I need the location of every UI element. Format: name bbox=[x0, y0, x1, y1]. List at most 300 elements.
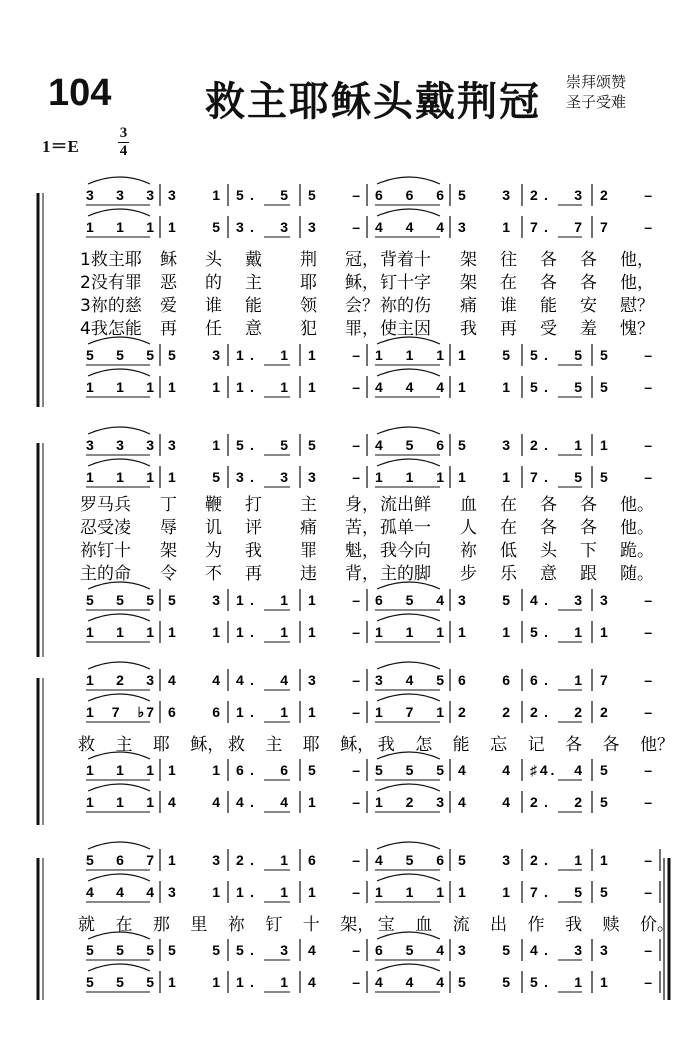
music-system-3 bbox=[0, 670, 700, 835]
measure-notes: 1 – bbox=[600, 852, 652, 868]
slur-mark bbox=[377, 874, 440, 881]
time-signature bbox=[118, 126, 129, 159]
measure-notes: 2. 1 bbox=[530, 852, 582, 868]
measure-notes: 1 – bbox=[308, 884, 360, 900]
lyric-syllable: 记 bbox=[527, 735, 545, 755]
lyric-syllable: 祢 bbox=[227, 915, 245, 935]
category-line-1: 崇拜颂赞 bbox=[566, 73, 627, 91]
measure-notes: 5. 5 bbox=[530, 347, 582, 363]
lyric-syllable: 痛 bbox=[300, 518, 317, 538]
measure-notes: 1 1 1 bbox=[375, 469, 444, 485]
lyric-syllable: 背， bbox=[345, 564, 379, 584]
measure-notes: 5. 5 bbox=[236, 437, 288, 453]
lyric-syllable: 怎 bbox=[415, 735, 433, 755]
measure-notes: 3. 3 bbox=[236, 469, 288, 485]
stave-bottom-1 bbox=[86, 582, 652, 610]
lyric-syllable: 他， bbox=[620, 250, 654, 270]
measure-notes: 1. 1 bbox=[236, 379, 288, 395]
lyric-syllable: 我 bbox=[377, 735, 395, 755]
lyric-syllable: 祢钉十 bbox=[80, 541, 131, 561]
lyric-syllable: 1救主耶 bbox=[80, 250, 142, 270]
lyric-syllable: 丁 bbox=[160, 495, 177, 515]
lyric-syllable: 打 bbox=[245, 495, 262, 515]
lyric-syllable: 稣， bbox=[190, 735, 225, 755]
lyric-line-3 bbox=[80, 296, 654, 316]
lyric-syllable: 忍受凌 bbox=[80, 518, 131, 538]
lyric-syllable: 架 bbox=[460, 250, 477, 270]
slur-mark bbox=[88, 614, 150, 621]
measure-notes: 5 5 bbox=[458, 974, 510, 990]
measure-notes: 1 3 bbox=[168, 852, 220, 868]
lyric-syllable: 能 bbox=[540, 296, 557, 316]
measure-notes: 7 – bbox=[600, 672, 652, 688]
lyric-syllable: 就 bbox=[78, 915, 95, 935]
lyric-syllable: 里 bbox=[190, 915, 208, 935]
lyric-line-2 bbox=[80, 273, 654, 293]
measure-notes: 1 – bbox=[600, 974, 652, 990]
measure-notes: 4 4 4 bbox=[375, 379, 444, 395]
measure-notes: 3 1 bbox=[168, 437, 220, 453]
lyric-syllable: 再 bbox=[500, 319, 517, 339]
measure-notes: 6 6 6 bbox=[375, 187, 444, 203]
measure-notes: 1 1 1 bbox=[86, 379, 154, 395]
lyric-syllable: 随。 bbox=[620, 564, 654, 584]
measure-notes: 3 1 bbox=[458, 219, 510, 235]
lyric-syllable: 意 bbox=[245, 319, 262, 339]
slur-mark bbox=[88, 842, 150, 849]
measure-notes: 4 5 6 bbox=[375, 852, 444, 868]
time-signature-top: 3 bbox=[119, 125, 128, 141]
lyric-syllable: 血 bbox=[415, 915, 433, 935]
slur-mark bbox=[377, 842, 440, 849]
measure-notes: 5 5 bbox=[168, 942, 220, 958]
lyric-syllable: 受 bbox=[540, 319, 557, 339]
lyric-syllable: 我今向 bbox=[380, 541, 431, 561]
measure-notes: 5. 1 bbox=[530, 974, 582, 990]
measure-notes: 1 1 bbox=[168, 762, 220, 778]
measure-notes: 3. 3 bbox=[236, 219, 288, 235]
measure-notes: 1 – bbox=[308, 592, 360, 608]
stave-top-1 bbox=[86, 427, 652, 455]
lyric-syllable: 令 bbox=[160, 564, 177, 584]
lyric-syllable: 鞭 bbox=[205, 495, 222, 515]
hymn-category bbox=[566, 72, 626, 112]
lyric-syllable: 会？ bbox=[345, 296, 379, 316]
lyric-syllable: 赎 bbox=[602, 915, 620, 935]
measure-notes: 3 – bbox=[600, 942, 652, 958]
lyric-syllable: 各 bbox=[580, 518, 597, 538]
measure-notes: 5 3 bbox=[168, 592, 220, 608]
measure-notes: 1 1 1 bbox=[86, 469, 154, 485]
lyric-syllable: 架 bbox=[460, 273, 477, 293]
lyric-syllable: 他。 bbox=[620, 518, 654, 538]
measure-notes: 6 6 bbox=[168, 704, 220, 720]
lyric-syllable: 各 bbox=[540, 495, 557, 515]
measure-notes: 4. 4 bbox=[236, 672, 288, 688]
measure-notes: 1 – bbox=[308, 704, 360, 720]
score-svg bbox=[0, 670, 700, 835]
lyric-syllable: 血 bbox=[460, 495, 477, 515]
measure-notes: 4 4 bbox=[458, 794, 510, 810]
lyric-syllable: 戴 bbox=[245, 250, 262, 270]
measure-notes: 2 – bbox=[600, 704, 652, 720]
lyric-syllable: 爱 bbox=[160, 296, 177, 316]
lyric-syllable: 低 bbox=[500, 541, 517, 561]
lyric-syllable: 步 bbox=[460, 564, 477, 584]
measure-notes: 6. 6 bbox=[236, 762, 288, 778]
measure-notes: 1. 1 bbox=[236, 704, 288, 720]
lyric-syllable: 跟 bbox=[580, 564, 597, 584]
measure-notes: 1 2 3 bbox=[375, 794, 444, 810]
lyric-syllable: 作 bbox=[527, 915, 545, 935]
slur-mark bbox=[88, 694, 150, 701]
measure-notes: 5 3 bbox=[168, 347, 220, 363]
lyric-syllable: 辱 bbox=[160, 518, 177, 538]
lyric-syllable: 主 bbox=[115, 735, 133, 755]
measure-notes: 5. 3 bbox=[236, 942, 288, 958]
lyric-line-1 bbox=[80, 495, 654, 515]
measure-notes: 7. 7 bbox=[530, 219, 582, 235]
lyric-syllable: 十 bbox=[302, 915, 320, 935]
hymn-title: 救主耶稣头戴荆冠 bbox=[205, 78, 541, 125]
lyric-syllable: 出 bbox=[490, 915, 508, 935]
measure-notes: 1 – bbox=[308, 794, 360, 810]
measure-notes: 3 5 bbox=[458, 942, 510, 958]
measure-notes: 4 4 4 bbox=[86, 884, 154, 900]
lyric-syllable: 领 bbox=[300, 296, 317, 316]
measure-notes: 4 5 6 bbox=[375, 437, 444, 453]
lyric-syllable: 安 bbox=[580, 296, 597, 316]
lyric-syllable: 祢 bbox=[460, 541, 477, 561]
lyric-syllable: 冠， bbox=[345, 250, 379, 270]
lyric-syllable: 背着十 bbox=[380, 250, 431, 270]
lyric-line-3 bbox=[80, 541, 654, 561]
lyric-syllable: 魁， bbox=[345, 541, 379, 561]
lyric-syllable: 头 bbox=[540, 541, 557, 561]
measure-notes: 2. 2 bbox=[530, 704, 582, 720]
slur-mark bbox=[88, 177, 150, 184]
music-system-2 bbox=[0, 435, 700, 665]
measure-notes: 1 1 bbox=[168, 379, 220, 395]
slur-mark bbox=[88, 369, 150, 376]
measure-notes: 3 1 bbox=[168, 187, 220, 203]
measure-notes: 3 5 bbox=[458, 592, 510, 608]
lyric-syllable: 为 bbox=[205, 541, 222, 561]
measure-notes: 1 2 3 bbox=[86, 672, 154, 688]
lyric-syllable: 我 bbox=[565, 915, 583, 935]
measure-notes: 1 1 1 bbox=[86, 624, 154, 640]
measure-notes: 6 5 4 bbox=[375, 942, 444, 958]
measure-notes: 1 1 bbox=[458, 884, 510, 900]
lyric-syllable: 愧？ bbox=[620, 319, 654, 339]
measure-notes: 5 5 5 bbox=[86, 974, 154, 990]
measure-notes: 3 1 bbox=[168, 884, 220, 900]
lyric-syllable: 各 bbox=[540, 518, 557, 538]
lyric-syllable: 往 bbox=[500, 250, 517, 270]
lyric-syllable: 各 bbox=[580, 495, 597, 515]
stave-top-2 bbox=[86, 694, 652, 722]
lyric-syllable: 孤单一 bbox=[380, 518, 431, 538]
measure-notes: 4 4 4 bbox=[375, 219, 444, 235]
measure-notes: 6. 1 bbox=[530, 672, 582, 688]
score-svg bbox=[0, 185, 700, 415]
lyric-syllable: 钉十字 bbox=[380, 273, 431, 293]
measure-notes: 3 3 3 bbox=[86, 187, 154, 203]
stave-bottom-1 bbox=[86, 752, 652, 780]
lyric-syllable: 救 bbox=[78, 735, 95, 755]
lyric-syllable: 头 bbox=[205, 250, 222, 270]
lyric-syllable: 恶 bbox=[160, 273, 177, 293]
music-system-1 bbox=[0, 185, 700, 415]
measure-notes: 1 1 1 bbox=[375, 347, 444, 363]
measure-notes: 5 3 bbox=[458, 852, 510, 868]
measure-notes: 4 4 bbox=[168, 794, 220, 810]
lyric-syllable: 再 bbox=[160, 319, 177, 339]
measure-notes: 2. 1 bbox=[530, 437, 582, 453]
measure-notes: 1 1 1 bbox=[375, 884, 444, 900]
lyric-syllable: 耶 bbox=[152, 735, 170, 755]
lyric-line-4 bbox=[80, 564, 654, 584]
lyric-syllable: 我 bbox=[460, 319, 477, 339]
score-svg bbox=[0, 435, 700, 665]
lyric-syllable: 各 bbox=[580, 250, 597, 270]
lyric-syllable: 任 bbox=[205, 319, 222, 339]
lyric-syllable: 那 bbox=[152, 915, 170, 935]
measure-notes: 2. 1 bbox=[236, 852, 288, 868]
measure-notes: 1 5 bbox=[458, 347, 510, 363]
lyric-syllable: 罗马兵 bbox=[80, 495, 131, 515]
stave-top-1 bbox=[86, 842, 652, 870]
measure-notes: 6 6 bbox=[458, 672, 510, 688]
category-line-2: 圣子受难 bbox=[566, 93, 627, 111]
lyric-syllable: 罪 bbox=[300, 541, 317, 561]
lyric-syllable: 耶 bbox=[300, 273, 317, 293]
measure-notes: 5 – bbox=[600, 884, 652, 900]
slur-mark bbox=[377, 209, 440, 216]
lyric-syllable: 跪。 bbox=[620, 541, 654, 561]
measure-notes: 5 6 7 bbox=[86, 852, 154, 868]
stave-bottom-1 bbox=[86, 337, 652, 365]
slur-mark bbox=[88, 964, 150, 971]
stave-top-2 bbox=[86, 209, 652, 237]
measure-notes: 1 7 ♭7 bbox=[86, 704, 154, 720]
measure-notes: 1 1 bbox=[168, 624, 220, 640]
measure-notes: 3 – bbox=[600, 592, 652, 608]
lyric-syllable: 再 bbox=[245, 564, 262, 584]
measure-notes: 1 – bbox=[600, 624, 652, 640]
lyric-syllable: 流 bbox=[452, 915, 470, 935]
stave-top-1 bbox=[86, 662, 652, 690]
lyric-syllable: 稣， bbox=[340, 735, 375, 755]
measure-notes: 5. 5 bbox=[236, 187, 288, 203]
measure-notes: 1. 1 bbox=[236, 884, 288, 900]
lyric-syllable: 架 bbox=[160, 541, 177, 561]
lyric-syllable: 能 bbox=[245, 296, 262, 316]
measure-notes: 5 5 5 bbox=[86, 942, 154, 958]
lyric-line-4 bbox=[80, 319, 654, 339]
lyric-line-2 bbox=[80, 518, 654, 538]
lyric-syllable: 评 bbox=[245, 518, 262, 538]
slur-mark bbox=[377, 369, 440, 376]
measure-notes: 5. 1 bbox=[530, 624, 582, 640]
lyric-syllable: 宝 bbox=[377, 915, 395, 935]
lyric-syllable: 价。 bbox=[640, 915, 674, 935]
stave-bottom-2 bbox=[86, 614, 652, 642]
lyric-syllable: 他， bbox=[620, 273, 654, 293]
measure-notes: 1 1 1 bbox=[86, 219, 154, 235]
measure-notes: 1 1 1 bbox=[86, 762, 154, 778]
lyric-syllable: 2没有罪 bbox=[80, 273, 142, 293]
lyric-syllable: 祢的伤 bbox=[380, 296, 431, 316]
lyric-syllable: 身， bbox=[345, 495, 379, 515]
lyric-syllable: 荆 bbox=[300, 250, 317, 270]
slur-mark bbox=[88, 209, 150, 216]
lyric-syllable: 他？ bbox=[640, 735, 674, 755]
measure-notes: 6 5 4 bbox=[375, 592, 444, 608]
measure-notes: 5 – bbox=[308, 762, 360, 778]
lyric-line-1 bbox=[78, 915, 674, 935]
measure-notes: 5 5 5 bbox=[86, 347, 154, 363]
measure-notes: 5 – bbox=[600, 379, 652, 395]
lyric-syllable: 救 bbox=[227, 735, 245, 755]
lyric-syllable: 主的脚 bbox=[380, 564, 431, 584]
measure-notes: 1. 1 bbox=[236, 347, 288, 363]
stave-bottom-2 bbox=[86, 784, 652, 812]
slur-mark bbox=[377, 427, 440, 434]
measure-notes: 2 – bbox=[600, 187, 652, 203]
measure-notes: 5. 5 bbox=[530, 379, 582, 395]
lyric-syllable: 各 bbox=[565, 735, 583, 755]
measure-notes: 1 1 bbox=[458, 379, 510, 395]
lyric-syllable: 4我怎能 bbox=[80, 319, 142, 339]
lyric-syllable: 各 bbox=[580, 273, 597, 293]
lyric-syllable: 谁 bbox=[205, 296, 222, 316]
lyric-syllable: 钉 bbox=[265, 915, 283, 935]
stave-top-1 bbox=[86, 177, 652, 205]
lyric-syllable: 在 bbox=[500, 518, 517, 538]
slur-mark bbox=[377, 964, 440, 971]
slur-mark bbox=[88, 427, 150, 434]
measure-notes: 3 – bbox=[308, 219, 360, 235]
measure-notes: 1 – bbox=[308, 379, 360, 395]
measure-notes: 1 5 bbox=[168, 219, 220, 235]
measure-notes: 3 – bbox=[308, 672, 360, 688]
measure-notes: 4. 3 bbox=[530, 942, 582, 958]
stave-top-2 bbox=[86, 874, 652, 902]
measure-notes: 2. 3 bbox=[530, 187, 582, 203]
lyric-syllable: 主 bbox=[300, 495, 317, 515]
lyric-syllable: 不 bbox=[205, 564, 222, 584]
lyric-syllable: 他。 bbox=[620, 495, 654, 515]
lyric-syllable: 犯 bbox=[300, 319, 317, 339]
measure-notes: 1 1 bbox=[458, 469, 510, 485]
measure-notes: 6 – bbox=[308, 852, 360, 868]
lyric-syllable: 主 bbox=[265, 735, 283, 755]
lyric-line-1 bbox=[78, 735, 674, 755]
measure-notes: 1. 1 bbox=[236, 624, 288, 640]
measure-notes: 5 5 5 bbox=[375, 762, 444, 778]
measure-notes: 7 – bbox=[600, 219, 652, 235]
measure-notes: 4 – bbox=[308, 942, 360, 958]
measure-notes: 5 – bbox=[600, 794, 652, 810]
lyric-syllable: 的 bbox=[205, 273, 222, 293]
measure-notes: 5 3 bbox=[458, 437, 510, 453]
measure-notes: 5 3 bbox=[458, 187, 510, 203]
measure-notes: ♯4. 4 bbox=[530, 762, 582, 778]
lyric-syllable: 在 bbox=[500, 495, 517, 515]
measure-notes: 5 – bbox=[600, 469, 652, 485]
lyric-syllable: 在 bbox=[115, 915, 133, 935]
slur-mark bbox=[377, 614, 440, 621]
lyric-syllable: 慰？ bbox=[620, 296, 654, 316]
lyric-syllable: 下 bbox=[580, 541, 597, 561]
stave-bottom-1 bbox=[86, 932, 652, 960]
lyric-syllable: 羞 bbox=[580, 319, 597, 339]
lyric-syllable: 主 bbox=[245, 273, 262, 293]
measure-notes: 5 5 5 bbox=[86, 592, 154, 608]
slur-mark bbox=[377, 784, 440, 791]
measure-notes: 1 – bbox=[308, 624, 360, 640]
stave-top-2 bbox=[86, 459, 652, 487]
slur-mark bbox=[377, 694, 440, 701]
lyric-syllable: 3祢的慈 bbox=[80, 296, 142, 316]
lyric-syllable: 痛 bbox=[460, 296, 477, 316]
lyric-syllable: 苦， bbox=[345, 518, 379, 538]
hymn-number: 104 bbox=[48, 72, 112, 114]
measure-notes: 4 4 bbox=[458, 762, 510, 778]
key-signature: 1＝E bbox=[42, 137, 79, 156]
slur-mark bbox=[377, 177, 440, 184]
slur-mark bbox=[377, 459, 440, 466]
lyric-syllable: 罪， bbox=[345, 319, 379, 339]
measure-notes: 5 – bbox=[308, 437, 360, 453]
lyric-syllable: 在 bbox=[500, 273, 517, 293]
lyric-syllable: 谁 bbox=[500, 296, 517, 316]
lyric-syllable: 讥 bbox=[205, 518, 222, 538]
lyric-syllable: 各 bbox=[540, 273, 557, 293]
lyric-syllable: 主的命 bbox=[80, 564, 131, 584]
lyric-syllable: 稣 bbox=[160, 250, 177, 270]
lyric-syllable: 我 bbox=[245, 541, 262, 561]
lyric-syllable: 各 bbox=[602, 735, 620, 755]
music-system-4 bbox=[0, 850, 700, 1010]
lyric-syllable: 各 bbox=[540, 250, 557, 270]
measure-notes: 2 2 bbox=[458, 704, 510, 720]
time-signature-bottom: 4 bbox=[119, 143, 128, 159]
measure-notes: 7. 5 bbox=[530, 884, 582, 900]
measure-notes: 1 1 bbox=[458, 624, 510, 640]
measure-notes: 1. 1 bbox=[236, 592, 288, 608]
measure-notes: 4. 4 bbox=[236, 794, 288, 810]
score-svg bbox=[0, 850, 700, 1010]
measure-notes: 3 – bbox=[308, 469, 360, 485]
measure-notes: 1 – bbox=[600, 437, 652, 453]
lyric-syllable: 乐 bbox=[500, 564, 517, 584]
measure-notes: 1 1 1 bbox=[375, 624, 444, 640]
measure-notes: 3 3 3 bbox=[86, 437, 154, 453]
measure-notes: 3 4 5 bbox=[375, 672, 444, 688]
measure-notes: 1 – bbox=[308, 347, 360, 363]
measure-notes: 1 1 bbox=[168, 974, 220, 990]
lyric-syllable: 流出鲜 bbox=[380, 495, 431, 515]
measure-notes: 1 7 1 bbox=[375, 704, 444, 720]
slur-mark bbox=[88, 784, 150, 791]
measure-notes: 4 – bbox=[308, 974, 360, 990]
measure-notes: 4. 3 bbox=[530, 592, 582, 608]
measure-notes: 7. 5 bbox=[530, 469, 582, 485]
measure-notes: 4 4 bbox=[168, 672, 220, 688]
measure-notes: 4 4 4 bbox=[375, 974, 444, 990]
